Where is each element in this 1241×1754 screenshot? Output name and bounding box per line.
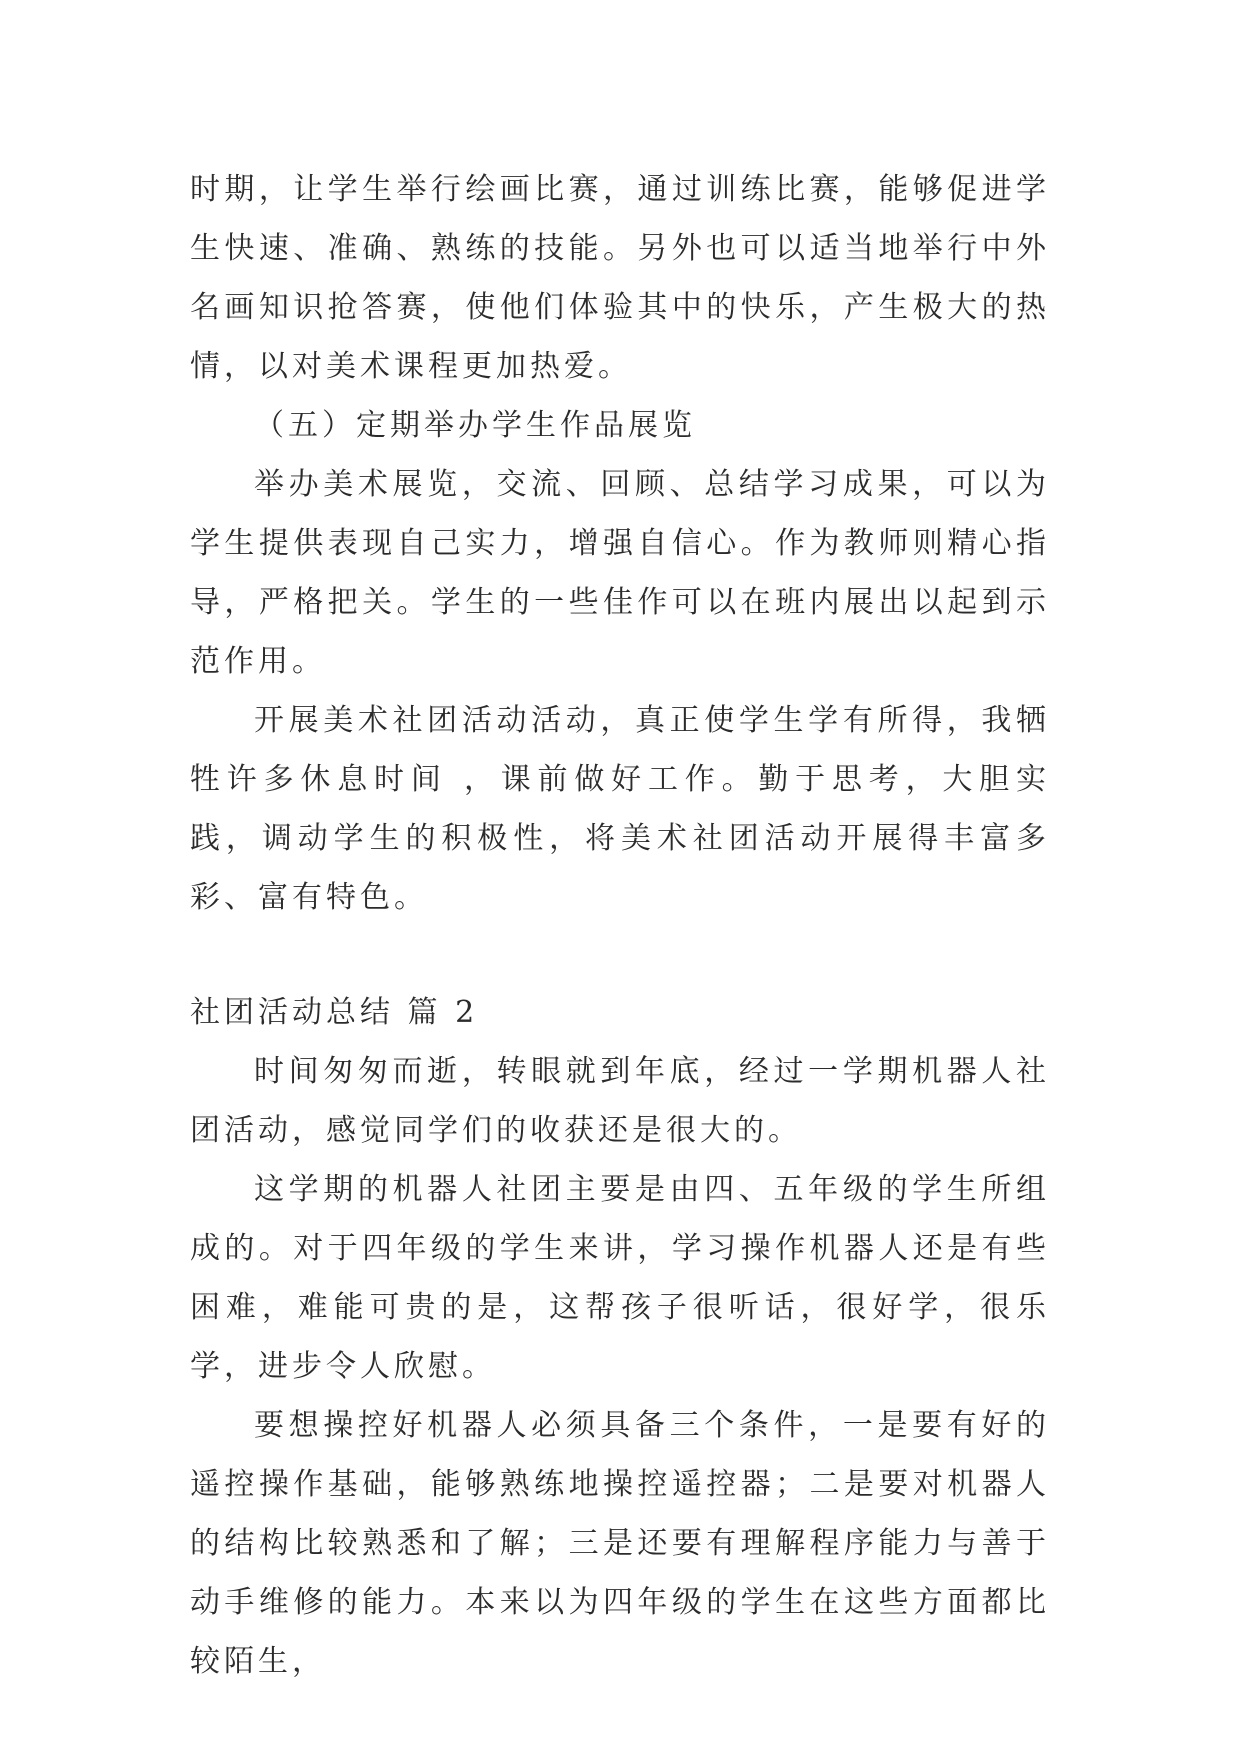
paragraph-robot-conditions: 要想操控好机器人必须具备三个条件，一是要有好的遥控操作基础，能够熟练地操控遥控器；二是要对机器人的结构比较熟悉和了解；三是还要有理解程序能力与善于动手维修的能力。本来以为四年级的学生在这些方面都比较陌生， [190, 1408, 1050, 1679]
paragraph-art-club-summary: 开展美术社团活动活动，真正使学生学有所得，我牺牲许多休息时间 ，课前做好工作。勤于思考，大胆实践，调动学生的积极性，将美术社团活动开展得丰富多彩、富有特色。 [190, 703, 1050, 915]
paragraph-contest-continuation: 时期，让学生举行绘画比赛，通过训练比赛，能够促进学生快速、准确、熟练的技能。另外也可以适当地举行中外名画知识抢答赛，使他们体验其中的快乐，产生极大的热情，以对美术课程更加热爱。 [190, 172, 1050, 384]
document-body [190, 160, 1050, 1691]
paragraph-robot-intro: 时间匆匆而逝，转眼就到年底，经过一学期机器人社团活动，感觉同学们的收获还是很大的。 [190, 1054, 1050, 1148]
subheading-exhibition: （五）定期举办学生作品展览 [254, 408, 696, 443]
paragraph-robot-members: 这学期的机器人社团主要是由四、五年级的学生所组成的。对于四年级的学生来讲，学习操作机器人还是有些困难，难能可贵的是，这帮孩子很听话，很好学，很乐学，进步令人欣慰。 [190, 1172, 1050, 1384]
section-heading-part2: 社团活动总结 篇 2 [190, 995, 479, 1030]
paragraph-exhibition: 举办美术展览，交流、回顾、总结学习成果，可以为学生提供表现自己实力，增强自信心。作为教师则精心指导，严格把关。学生的一些佳作可以在班内展出以起到示范作用。 [190, 467, 1050, 679]
